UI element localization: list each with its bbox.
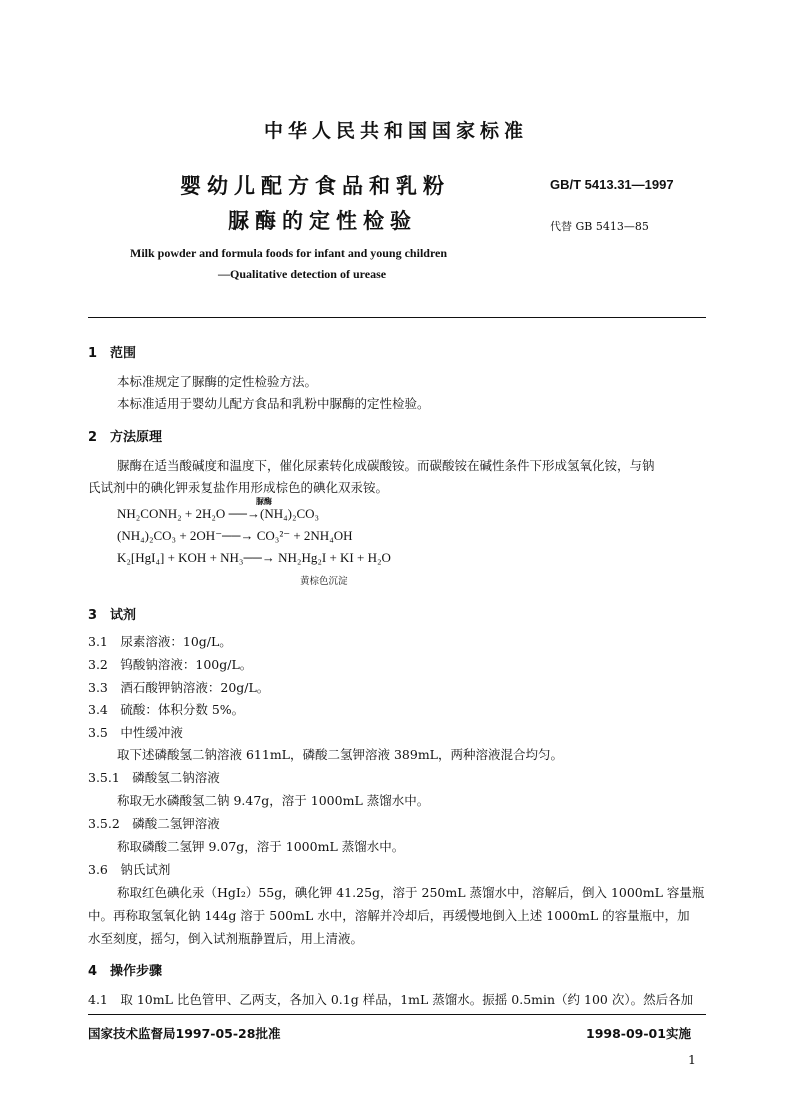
reagent-3-5-1: 3.5.1 磷酸氢二钠溶液 (88, 770, 220, 785)
section-1-paragraph-2: 本标准适用于婴幼儿配方食品和乳粉中脲酶的定性检验。 (117, 396, 430, 411)
approval-date: 国家技术监督局1997-05-28批准 (88, 1026, 281, 1041)
reagent-3-5-2-text: 称取磷酸二氢钾 9.07g，溶于 1000mL 蒸馏水中。 (117, 839, 405, 854)
footer-divider (88, 1014, 706, 1015)
implementation-date: 1998-09-01实施 (586, 1026, 691, 1041)
reagent-3-5-text: 取下述磷酸氢二钠溶液 611mL，磷酸二氢钾溶液 389mL，两种溶液混合均匀。 (117, 747, 563, 762)
procedure-4-1: 4.1 取 10mL 比色管甲、乙两支，各加入 0.1g 样品，1mL 蒸馏水。振摇 0.5min（约 100 次）。然后各加 (88, 992, 694, 1007)
reagent-3-2: 3.2 钨酸钠溶液：100g/L。 (88, 657, 253, 672)
reagent-3-6: 3.6 钠氏试剂 (88, 862, 171, 877)
reagent-3-4: 3.4 硫酸：体积分数 5%。 (88, 702, 245, 717)
header-divider (88, 317, 706, 318)
page-number: 1 (688, 1052, 696, 1067)
precipitate-note: 黄棕色沉淀 (300, 576, 348, 587)
equation-1: NH₂CONH₂ + 2H₂O ──→(NH₄)₂CO₃ (117, 506, 320, 521)
section-2-paragraph-line-2: 氏试剂中的碘化钾汞复盐作用形成棕色的碘化双汞铵。 (88, 480, 389, 495)
english-title-line-2: —Qualitative detection of urease (218, 267, 387, 281)
title-line-1: 婴幼儿配方食品和乳粉 (180, 174, 450, 198)
equation-3: K₂[HgI₄] + KOH + NH₃──→ NH₂Hg₂I + KI + H₂O (117, 550, 391, 565)
reagent-3-5-2: 3.5.2 磷酸二氢钾溶液 (88, 816, 220, 831)
equation-1-arrow-label: 脲酶 (256, 496, 272, 506)
section-2-heading: 2 方法原理 (88, 430, 163, 445)
section-2-paragraph-line-1: 脲酶在适当酸碱度和温度下，催化尿素转化成碳酸铵。而碳酸铵在碱性条件下形成氢氧化铵，与钠 (117, 458, 655, 473)
section-1-paragraph-1: 本标准规定了脲酶的定性检验方法。 (117, 374, 318, 389)
reagent-3-1: 3.1 尿素溶液：10g/L。 (88, 634, 232, 649)
section-3-heading: 3 试剂 (88, 608, 137, 623)
country-standard-heading: 中华人民共和国国家标准 (263, 120, 528, 142)
reagent-3-5: 3.5 中性缓冲液 (88, 725, 183, 740)
standard-code: GB/T 5413.31—1997 (550, 177, 674, 192)
english-title-line-1: Milk powder and formula foods for infant and young children (130, 246, 448, 260)
reagent-3-5-1-text: 称取无水磷酸氢二钠 9.47g，溶于 1000mL 蒸馏水中。 (117, 793, 430, 808)
title-line-2: 脲酶的定性检验 (228, 209, 417, 233)
equation-2: (NH₄)₂CO₃ + 2OH⁻──→ CO₃²⁻ + 2NH₄OH (117, 528, 353, 543)
reagent-3-6-line-1: 称取红色碘化汞（HgI₂）55g，碘化钾 41.25g，溶于 250mL 蒸馏水中，溶解后，倒入 1000mL 容量瓶 (117, 885, 705, 900)
reagent-3-3: 3.3 酒石酸钾钠溶液：20g/L。 (88, 680, 270, 695)
reagent-3-6-line-3: 水至刻度，摇匀，倒入试剂瓶静置后，用上清液。 (88, 931, 364, 946)
section-4-heading: 4 操作步骤 (88, 964, 163, 979)
reagent-3-6-line-2: 中。再称取氢氧化钠 144g 溶于 500mL 水中，溶解并冷却后，再缓慢地倒入上述 1000mL 的容量瓶中，加 (88, 908, 690, 923)
section-1-heading: 1 范围 (88, 346, 137, 361)
replaces-note: 代替 GB 5413—85 (550, 220, 649, 233)
